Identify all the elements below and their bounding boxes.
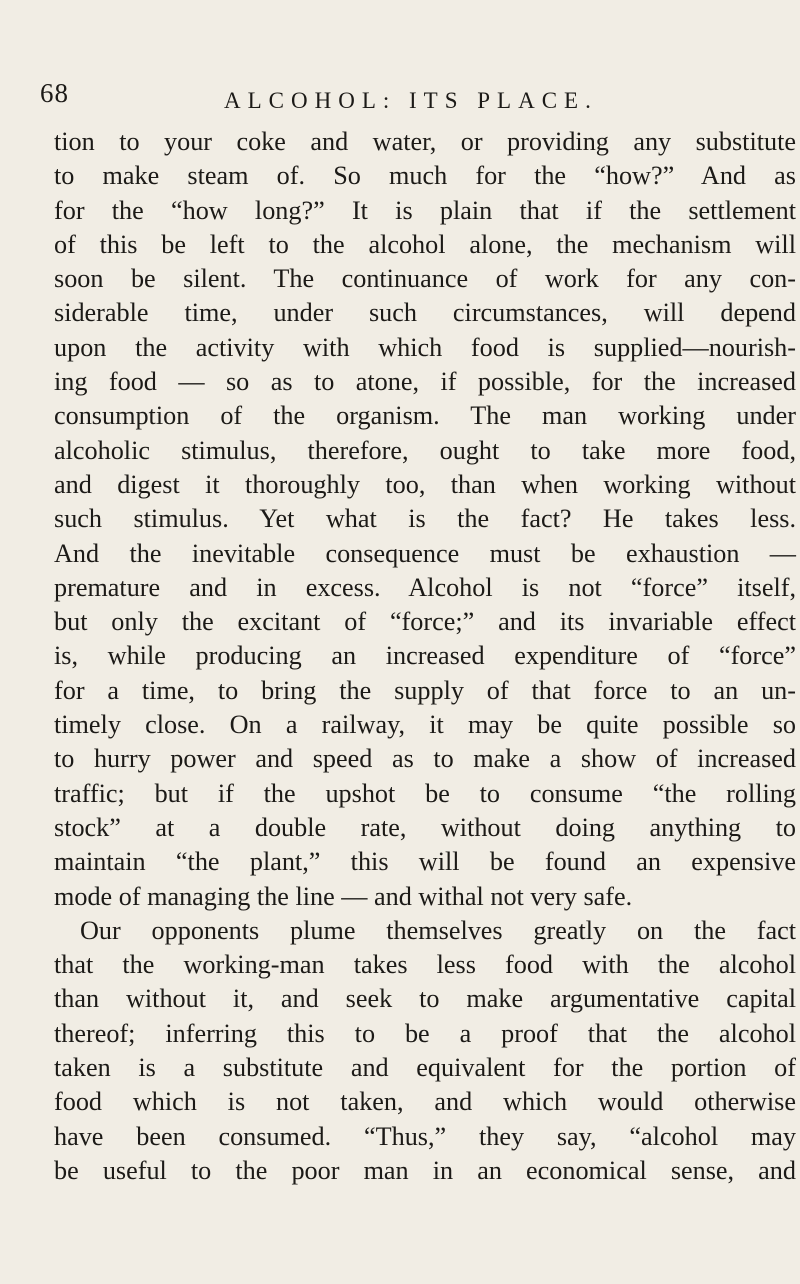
body-text <box>54 125 796 1188</box>
text-line: thereof; inferring this to be a proof that the alcohol <box>54 1018 796 1048</box>
text-line: for the “how long?” It is plain that if the settlement <box>54 195 796 225</box>
text-line: food which is not taken, and which would otherwise <box>54 1087 796 1117</box>
text-line: alcoholic stimulus, therefore, ought to take more food, <box>54 435 796 465</box>
text-line: that the working-man takes less food with the alcohol <box>54 950 796 980</box>
text-line: of this be left to the alcohol alone, the mechanism will <box>54 229 796 259</box>
text-line: taken is a substitute and equivalent for the portion of <box>54 1053 796 1083</box>
text-line: but only the excitant of “force;” and its invariable effect <box>54 607 796 637</box>
text-line: ing food — so as to atone, if possible, for the increased <box>54 367 796 397</box>
text-line: timely close. On a railway, it may be quite possible so <box>54 710 796 740</box>
text-line: upon the activity with which food is supplied—nourish- <box>54 332 796 362</box>
text-line: siderable time, under such circumstances, will depend <box>54 298 796 328</box>
text-line: such stimulus. Yet what is the fact? He takes less. <box>54 504 796 534</box>
text-line: for a time, to bring the supply of that force to an un- <box>54 675 796 705</box>
text-line: and digest it thoroughly too, than when working without <box>54 469 796 499</box>
text-line: to make steam of. So much for the “how?” And as <box>54 161 796 191</box>
text-line: have been consumed. “Thus,” they say, “alcohol may <box>54 1121 796 1151</box>
page-header <box>40 78 770 118</box>
text-line: is, while producing an increased expenditure of “force” <box>54 641 796 671</box>
text-line: traffic; but if the upshot be to consume “the rolling <box>54 778 796 808</box>
text-line: soon be silent. The continuance of work for any con- <box>54 264 796 294</box>
text-line: tion to your coke and water, or providing any substitute <box>54 127 796 156</box>
text-line: mode of managing the line — and withal not very safe. <box>54 881 633 911</box>
text-line: be useful to the poor man in an economical sense, and <box>54 1155 796 1185</box>
paragraph-start-line: Our opponents plume themselves greatly on the fact <box>80 915 796 945</box>
text-line: than without it, and seek to make argumentative capital <box>54 984 796 1014</box>
text-line: to hurry power and speed as to make a show of increased <box>54 744 796 774</box>
text-line: stock” at a double rate, without doing anything to <box>54 812 796 842</box>
text-line: And the inevitable consequence must be exhaustion — <box>54 538 796 568</box>
text-line: maintain “the plant,” this will be found an expensive <box>54 847 796 877</box>
page-number: 68 <box>40 78 69 108</box>
text-line: premature and in excess. Alcohol is not “force” itself, <box>54 572 796 602</box>
running-head: ALCOHOL: ITS PLACE. <box>224 88 598 113</box>
text-line: consumption of the organism. The man working under <box>54 401 796 431</box>
